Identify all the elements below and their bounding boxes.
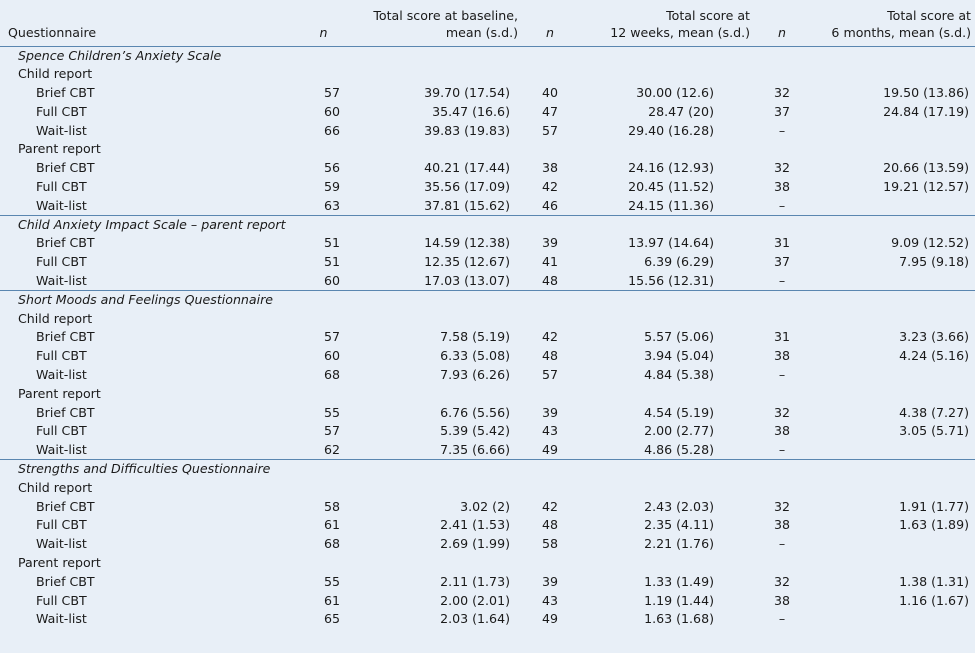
group-label: Full CBT [36,254,87,270]
6months-score-cell [810,272,975,291]
subsection-row [0,478,975,497]
table-row [0,272,975,291]
12weeks-score-cell: 1.19 (1.44) [644,592,714,608]
group-label: Brief CBT [36,84,95,100]
12weeks-score-cell: 6.39 (6.29) [644,254,714,270]
section-title: Short Moods and Feelings Questionnaire [0,290,975,309]
n-12weeks-cell: 57 [541,366,559,382]
n-12weeks-cell: 39 [541,573,559,589]
n-12weeks-cell: 48 [541,517,559,533]
6months-score-cell: 3.05 (5.71) [899,423,969,439]
6months-score-cell [810,366,975,385]
n-6months-cell: 38 [773,423,791,439]
baseline-score-cell: 6.76 (5.56) [440,404,510,420]
n-baseline-cell: 51 [323,254,340,270]
n-6months-cell: 31 [773,235,791,251]
n-baseline-cell: 60 [323,348,340,364]
n-6months-cell: 37 [773,254,791,270]
table-row [0,102,975,121]
group-label: Wait-list [36,197,87,213]
12weeks-score-cell: 28.47 (20) [648,103,714,119]
baseline-score-cell: 6.33 (5.08) [440,348,510,364]
group-label: Full CBT [36,178,87,194]
n-12weeks-cell: 42 [541,178,559,194]
header-12weeks: Total score at 12 weeks, mean (s.d.) [578,0,754,46]
n-baseline-cell: 57 [323,329,340,345]
baseline-score-cell: 12.35 (12.67) [424,254,510,270]
group-label: Wait-list [36,611,87,627]
table-header [0,0,975,46]
table-row [0,121,975,140]
subsection-row [0,65,975,84]
n-12weeks-cell: 39 [541,235,559,251]
baseline-score-cell: 2.41 (1.53) [440,517,510,533]
12weeks-score-cell: 4.84 (5.38) [644,366,714,382]
12weeks-score-cell: 30.00 (12.6) [636,84,714,100]
n-6months-cell: – [778,441,786,457]
subsection-title: Child report [18,66,93,82]
12weeks-score-cell: 20.45 (11.52) [628,178,714,194]
n-baseline-cell: 59 [323,178,340,194]
n-6months-cell: 32 [773,160,791,176]
n-baseline-cell: 62 [323,441,340,457]
group-label: Full CBT [36,592,87,608]
n-6months-cell: – [778,122,786,138]
baseline-score-cell: 5.39 (5.42) [440,423,510,439]
subsection-title: Parent report [18,554,101,570]
12weeks-score-cell: 15.56 (12.31) [628,272,714,288]
n-baseline-cell: 60 [323,103,340,119]
group-label: Wait-list [36,366,87,382]
n-baseline-cell: 55 [323,573,340,589]
group-label: Brief CBT [36,329,95,345]
table-row [0,403,975,422]
subsection-title: Parent report [18,141,101,157]
6months-score-cell: 19.21 (12.57) [883,178,969,194]
6months-score-cell [810,535,975,554]
baseline-score-cell: 17.03 (13.07) [424,272,510,288]
header-baseline: Total score at baseline, mean (s.d.) [347,0,522,46]
subsection-title: Child report [18,479,93,495]
group-label: Full CBT [36,348,87,364]
table-row [0,610,975,629]
n-12weeks-cell: 46 [541,197,559,213]
12weeks-score-cell: 24.15 (11.36) [628,197,714,213]
12weeks-score-cell: 3.94 (5.04) [644,348,714,364]
subsection-title: Child report [18,310,93,326]
n-12weeks-cell: 43 [541,592,559,608]
n-baseline-cell: 68 [323,536,340,552]
n-12weeks-cell: 38 [541,160,559,176]
n-baseline-cell: 61 [323,592,340,608]
baseline-score-cell: 35.47 (16.6) [432,103,510,119]
baseline-score-cell: 35.56 (17.09) [424,178,510,194]
6months-score-cell: 20.66 (13.59) [883,160,969,176]
12weeks-score-cell: 4.54 (5.19) [644,404,714,420]
n-12weeks-cell: 42 [541,329,559,345]
group-label: Brief CBT [36,573,95,589]
n-12weeks-cell: 39 [541,404,559,420]
12weeks-score-cell: 1.63 (1.68) [644,611,714,627]
n-baseline-cell: 57 [323,423,340,439]
table-row [0,441,975,460]
group-label: Wait-list [36,441,87,457]
baseline-score-cell: 39.83 (19.83) [424,122,510,138]
6months-score-cell: 4.24 (5.16) [899,348,969,364]
12weeks-score-cell: 1.33 (1.49) [644,573,714,589]
6months-score-cell [810,441,975,460]
12weeks-score-cell: 2.35 (4.11) [644,517,714,533]
group-label: Brief CBT [36,498,95,514]
n-6months-cell: 32 [773,84,791,100]
section-title: Spence Children’s Anxiety Scale [18,47,222,63]
header-questionnaire: Questionnaire [0,0,300,46]
6months-score-cell: 1.16 (1.67) [899,592,969,608]
baseline-score-cell: 3.02 (2) [460,498,510,514]
group-label: Full CBT [36,423,87,439]
n-baseline-cell: 66 [323,122,340,138]
table-row [0,497,975,516]
12weeks-score-cell: 13.97 (14.64) [628,235,714,251]
6months-score-cell [810,121,975,140]
6months-score-cell: 19.50 (13.86) [883,84,969,100]
n-6months-cell: 32 [773,573,791,589]
6months-score-cell: 24.84 (17.19) [883,103,969,119]
table-row [0,253,975,272]
section-row [0,215,975,234]
subsection-row [0,140,975,159]
subsection-title: Parent report [18,385,101,401]
baseline-score-cell: 2.11 (1.73) [440,573,510,589]
n-6months-cell: – [778,197,786,213]
header-n-baseline: n [300,0,347,46]
n-baseline-cell: 56 [323,160,340,176]
6months-score-cell: 4.38 (7.27) [899,404,969,420]
n-6months-cell: 32 [773,498,791,514]
n-6months-cell: 38 [773,348,791,364]
group-label: Wait-list [36,272,87,288]
n-12weeks-cell: 48 [541,272,559,288]
n-6months-cell: – [778,366,786,382]
n-6months-cell: 37 [773,103,791,119]
n-6months-cell: – [778,272,786,288]
n-6months-cell: 31 [773,329,791,345]
table-row [0,234,975,253]
12weeks-score-cell: 2.00 (2.77) [644,423,714,439]
table-row [0,535,975,554]
n-6months-cell: 38 [773,178,791,194]
section-row [0,460,975,479]
n-6months-cell: – [778,611,786,627]
6months-score-cell [810,196,975,215]
table-row [0,572,975,591]
12weeks-score-cell: 4.86 (5.28) [644,441,714,457]
6months-score-cell: 7.95 (9.18) [899,254,969,270]
header-row [0,0,975,46]
n-6months-cell: 32 [773,404,791,420]
n-baseline-cell: 61 [323,517,340,533]
n-12weeks-cell: 41 [541,254,559,270]
n-baseline-cell: 51 [323,235,340,251]
section-row [0,290,975,309]
n-baseline-cell: 58 [323,498,340,514]
baseline-score-cell: 7.35 (6.66) [440,441,510,457]
12weeks-score-cell: 5.57 (5.06) [644,329,714,345]
table-row [0,178,975,197]
baseline-score-cell: 40.21 (17.44) [424,160,510,176]
n-baseline-cell: 63 [323,197,340,213]
table-row [0,366,975,385]
6months-score-cell: 3.23 (3.66) [899,329,969,345]
n-12weeks-cell: 48 [541,348,559,364]
12weeks-score-cell: 29.40 (16.28) [628,122,714,138]
subsection-row [0,309,975,328]
6months-score-cell [810,610,975,629]
n-baseline-cell: 57 [323,84,340,100]
n-baseline-cell: 55 [323,404,340,420]
table-row [0,196,975,215]
n-baseline-cell: 60 [323,272,340,288]
table-row [0,84,975,103]
12weeks-score-cell: 2.43 (2.03) [644,498,714,514]
n-12weeks-cell: 57 [541,122,559,138]
section-title: Strengths and Difficulties Questionnaire [0,460,975,479]
n-baseline-cell: 65 [323,611,340,627]
table-row [0,328,975,347]
baseline-score-cell: 37.81 (15.62) [424,197,510,213]
section-title: Child Anxiety Impact Scale – parent report [0,215,975,234]
n-12weeks-cell: 42 [541,498,559,514]
6months-score-cell: 1.38 (1.31) [899,573,969,589]
group-label: Brief CBT [36,235,95,251]
group-label: Wait-list [36,122,87,138]
6months-score-cell: 1.63 (1.89) [899,517,969,533]
12weeks-score-cell: 2.21 (1.76) [644,536,714,552]
header-n-6months: n [754,0,810,46]
subsection-row [0,554,975,573]
baseline-score-cell: 2.00 (2.01) [440,592,510,608]
n-baseline-cell: 68 [323,366,340,382]
n-6months-cell: 38 [773,592,791,608]
n-12weeks-cell: 47 [541,103,559,119]
n-12weeks-cell: 43 [541,423,559,439]
table-row [0,159,975,178]
n-6months-cell: 38 [773,517,791,533]
baseline-score-cell: 7.93 (6.26) [440,366,510,382]
header-n-12weeks: n [522,0,578,46]
n-6months-cell: – [778,536,786,552]
subsection-row [0,384,975,403]
table-row [0,422,975,441]
group-label: Brief CBT [36,160,95,176]
table-row [0,516,975,535]
header-6months: Total score at 6 months, mean (s.d.) [810,0,975,46]
section-row [0,46,975,65]
group-label: Full CBT [36,517,87,533]
baseline-score-cell: 7.58 (5.19) [440,329,510,345]
n-12weeks-cell: 58 [541,536,559,552]
n-12weeks-cell: 49 [541,611,559,627]
table-row [0,347,975,366]
n-12weeks-cell: 40 [541,84,559,100]
12weeks-score-cell: 24.16 (12.93) [628,160,714,176]
group-label: Full CBT [36,103,87,119]
baseline-score-cell: 14.59 (12.38) [424,235,510,251]
group-label: Wait-list [36,536,87,552]
6months-score-cell: 9.09 (12.52) [891,235,969,251]
group-label: Brief CBT [36,404,95,420]
baseline-score-cell: 39.70 (17.54) [424,84,510,100]
table-row [0,591,975,610]
baseline-score-cell: 2.69 (1.99) [440,536,510,552]
baseline-score-cell: 2.03 (1.64) [440,611,510,627]
6months-score-cell: 1.91 (1.77) [899,498,969,514]
table-body [0,46,975,629]
n-12weeks-cell: 49 [541,441,559,457]
